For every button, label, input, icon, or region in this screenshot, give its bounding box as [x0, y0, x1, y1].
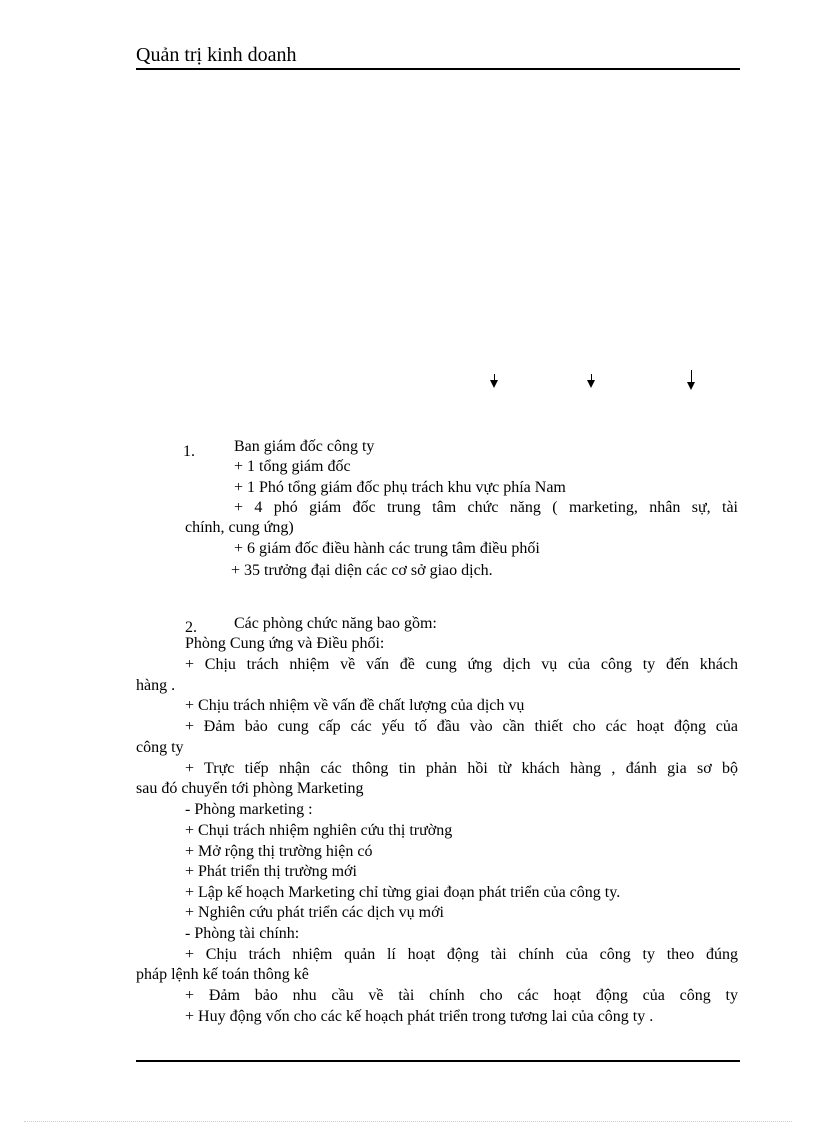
section-1-item: + 6 giám đốc điều hành các trung tâm điều phối [234, 540, 540, 557]
section-2-line: + Lập kế hoạch Marketing chỉ từng giai đoạn phát triển của công ty. [185, 884, 621, 901]
section-2-line-continuation: công ty [136, 739, 184, 756]
section-2-line-continuation: sau đó chuyển tới phòng Marketing [136, 780, 364, 797]
section-2-line: + Phát triển thị trường mới [185, 863, 357, 880]
header-rule [136, 68, 740, 70]
section-1-number: 1. [183, 443, 195, 460]
section-2-line: + Chịu trách nhiệm quản lí hoạt động tài chính của công ty theo đúng [185, 946, 738, 963]
section-2-heading: Các phòng chức năng bao gồm: [234, 615, 437, 632]
running-header-title: Quản trị kinh doanh [136, 44, 297, 66]
department-title: - Phòng tài chính: [185, 925, 300, 942]
arrow-down-icon [490, 374, 500, 388]
section-2-number: 2. [185, 619, 197, 636]
department-title: - Phòng marketing : [185, 801, 313, 818]
section-2-line: + Trực tiếp nhận các thông tin phản hồi từ khách hàng , đánh gia sơ bộ [185, 760, 738, 777]
section-2-line: + Mở rộng thị trường hiện có [185, 843, 373, 860]
section-2-line: + Chụi trách nhiệm nghiên cứu thị trường [185, 822, 453, 839]
section-2-line: + Chịu trách nhiệm về vấn đề cung ứng dịch vụ của công ty đến khách [185, 656, 738, 673]
arrow-down-icon [687, 370, 697, 390]
section-2-line-continuation: pháp lệnh kế toán thông kê [136, 966, 309, 983]
section-1-item: + 35 trưởng đại diện các cơ sở giao dịch. [231, 562, 493, 579]
arrow-down-icon [587, 374, 597, 388]
section-1-item: + 1 Phó tổng giám đốc phụ trách khu vực phía Nam [234, 479, 566, 496]
section-2-line: + Chịu trách nhiệm về vấn đề chất lượng của dịch vụ [185, 697, 525, 714]
footer-rule [136, 1060, 740, 1062]
section-1-heading: Ban giám đốc công ty [234, 438, 375, 455]
section-2-line: + Đảm bảo nhu cầu về tài chính cho các hoạt động của công ty [185, 987, 738, 1004]
section-2-line: + Huy động vốn cho các kế hoạch phát triển trong tương lai của công ty . [185, 1008, 654, 1025]
page-edge [24, 1121, 792, 1122]
department-title: Phòng Cung ứng và Điều phối: [185, 635, 385, 652]
section-1-item: + 1 tổng giám đốc [234, 458, 351, 475]
section-1-item-continuation: chính, cung ứng) [185, 519, 294, 536]
section-2-line: + Đảm bảo cung cấp các yếu tố đầu vào cần thiết cho các hoạt động của [185, 718, 738, 735]
section-2-line: + Nghiên cứu phát triển các dịch vụ mới [185, 904, 444, 921]
section-1-item: + 4 phó giám đốc trung tâm chức năng ( marketing, nhân sự, tài [234, 499, 738, 516]
section-2-line-continuation: hàng . [136, 677, 176, 694]
